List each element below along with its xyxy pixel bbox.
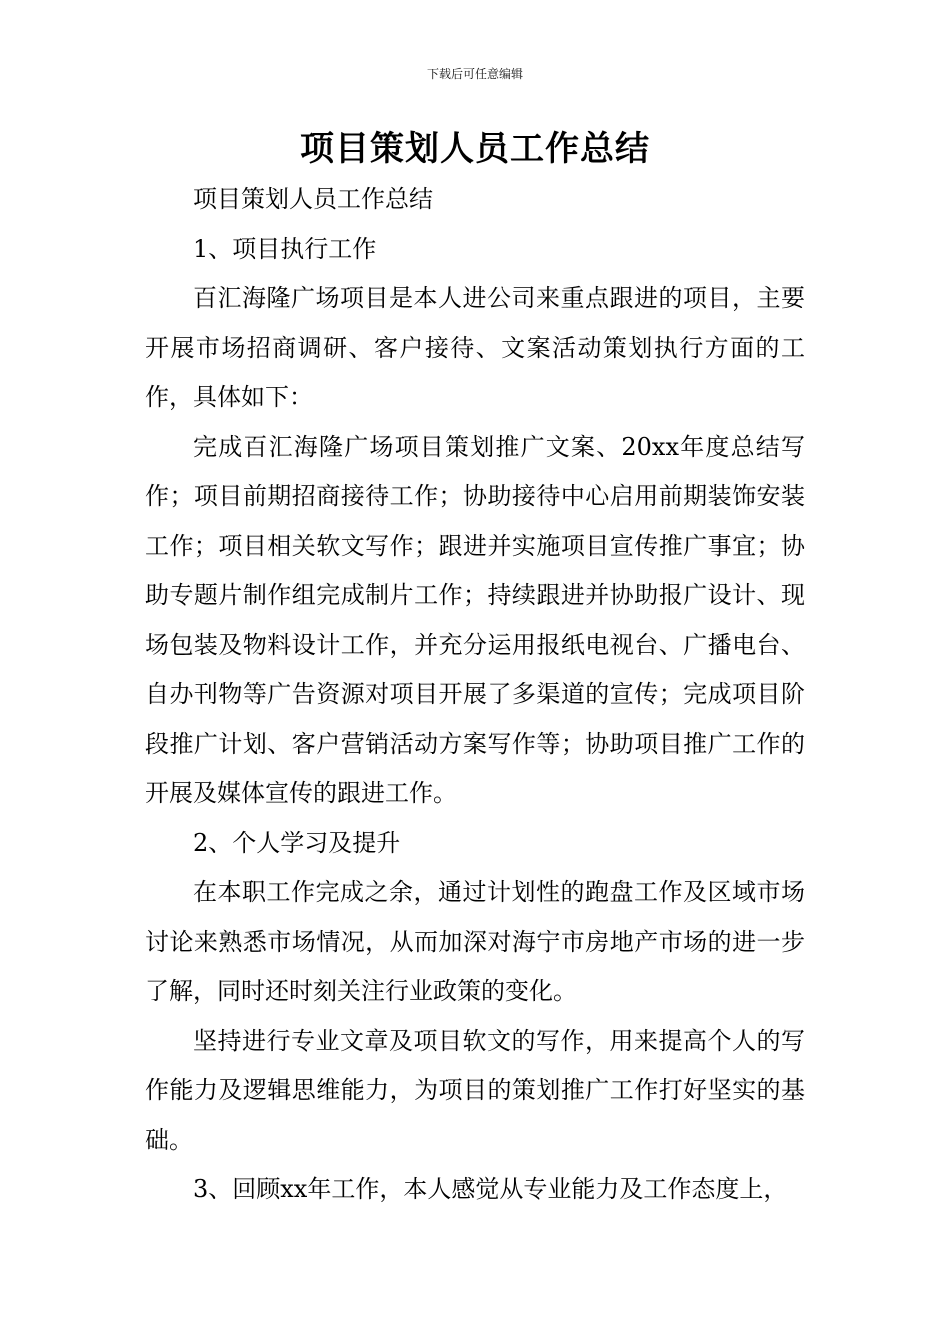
document-body <box>145 175 805 1215</box>
paragraph-subtitle: 项目策划人员工作总结 <box>193 185 433 213</box>
header-note: 下载后可任意编辑 <box>426 67 523 81</box>
paragraph: 百汇海隆广场项目是本人进公司来重点跟进的项目，主要开展市场招商调研、客户接待、文案活动策划执行方面的工作，具体如下： <box>145 284 805 411</box>
paragraph: 在本职工作完成之余，通过计划性的跑盘工作及区域市场讨论来熟悉市场情况，从而加深对海宁市房地产市场的进一步了解，同时还时刻关注行业政策的变化。 <box>145 878 805 1005</box>
paragraph: 坚持进行专业文章及项目软文的写作，用来提高个人的写作能力及逻辑思维能力，为项目的策划推广工作打好坚实的基础。 <box>145 1026 805 1154</box>
section-heading-1: 1、项目执行工作 <box>193 234 377 263</box>
document-title: 项目策划人员工作总结 <box>300 129 650 169</box>
section-heading-2: 2、个人学习及提升 <box>193 828 401 857</box>
paragraph: 完成百汇海隆广场项目策划推广文案、20xx年度总结写作；项目前期招商接待工作；协助接待中心启用前期装饰安装工作；项目相关软文写作；跟进并实施项目宣传推广事宜；协助专题片制作组完成制片工作；持续跟进并协助报广设计、现场包装及物料设计工作，并充分运用报纸电视台、广播电台、自办刊物等广告资源对项目开展了多渠道的宣传；完成项目阶段推广计划、客户营销活动方案写作等；协助项目推广工作的开展及媒体宣传的跟进工作。 <box>145 432 805 807</box>
paragraph: 3、回顾xx年工作，本人感觉从专业能力及工作态度上， <box>193 1175 788 1203</box>
